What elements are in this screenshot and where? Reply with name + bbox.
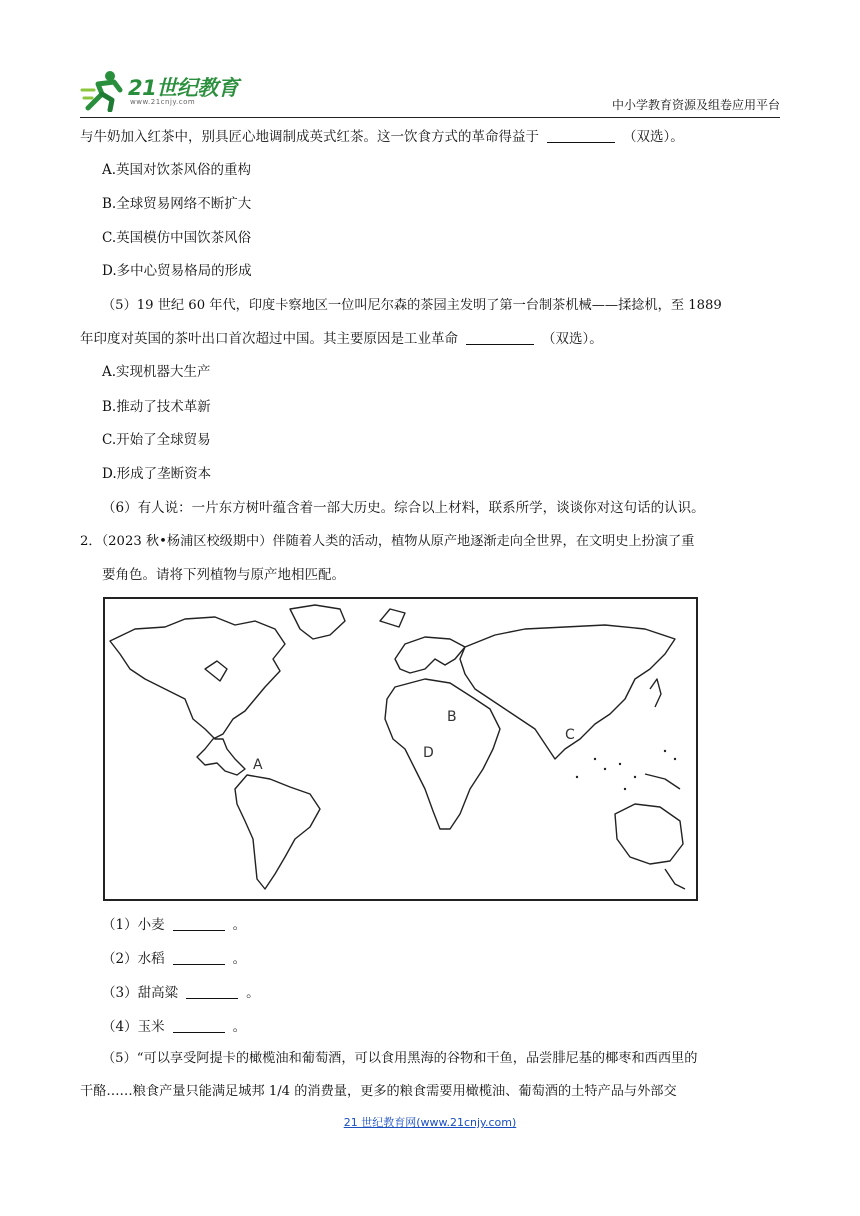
sub-question-tail: 。 [232,1019,247,1035]
logo-url: www.21cnjy.com [130,98,196,106]
q4-option-a: A.英国对饮茶风俗的重构 [102,162,252,178]
sub-question-tail: 。 [232,917,247,933]
q5-option-c: C.开始了全球贸易 [102,432,211,448]
map-label-a: A [253,757,263,773]
page-header [80,62,780,118]
q5-line1: （5）19 世纪 60 年代，印度卡察地区一位叫尼尔森的茶园主发明了第一台制茶机械——揉捻机，至 1889 [102,298,722,313]
sub-question-label: （1）小麦 [102,917,165,933]
sub-answer-blank-3[interactable] [186,984,238,999]
q4-answer-blank[interactable] [547,128,615,143]
q2-line2: 要角色。请将下列植物与原产地相匹配。 [102,567,345,583]
q2-line1: 2．（2023 秋•杨浦区校级期中）伴随着人类的活动，植物从原产地逐渐走向全世界，在文明史上扮演了重 [80,534,695,549]
q5-option-d: D.形成了垄断资本 [102,466,212,482]
q5-line2 [80,330,603,348]
q6-prompt: （6）有人说：一片东方树叶蕴含着一部大历史。综合以上材料，联系所学，谈谈你对这句话的认识。 [102,500,705,516]
map-label-b: B [447,709,457,725]
sub-answer-blank-4[interactable] [173,1018,225,1033]
map-label-d: D [423,745,434,761]
sub-question-tail: 。 [232,951,247,967]
sub-answer-blank-1[interactable] [173,916,225,931]
q4-option-c: C.英国模仿中国饮茶风俗 [102,230,252,246]
q4-text: 与牛奶加入红茶中，别具匠心地调制成英式红茶。这一饮食方式的革命得益于 [80,129,539,145]
q2-5-line2: 干酪……粮食产量只能满足城邦 1/4 的消费量，更多的粮食需要用橄榄油、葡萄酒的土特产品与外部交 [80,1084,677,1099]
footer-link[interactable]: 21 世纪教育网(www.21cnjy.com) [343,1116,517,1129]
q4-option-b: B.全球贸易网络不断扩大 [102,196,252,212]
sub-question-tail: 。 [246,985,260,1001]
q5-option-a: A.实现机器大生产 [102,364,211,380]
header-divider [80,117,780,118]
sub-question-label: （3）甜高粱 [102,985,179,1001]
world-map [103,597,698,901]
sub-question-4 [102,1018,246,1036]
sub-question-3 [102,984,260,1002]
platform-tagline: 中小学教育资源及组卷应用平台 [611,98,780,112]
q4-tail: （双选）。 [623,129,684,145]
sub-question-2 [102,950,246,968]
site-logo[interactable] [80,68,270,114]
sub-question-1 [102,916,246,934]
q5-answer-blank[interactable] [466,330,534,345]
q5-text: 年印度对英国的茶叶出口首次超过中国。其主要原因是工业革命 [80,331,458,347]
q2-5-line1: （5）“可以享受阿提卡的橄榄油和葡萄酒，可以食用黑海的谷物和干鱼，品尝腓尼基的椰枣和西西里的 [102,1051,698,1066]
logo-text: 21世纪教育 [128,76,239,100]
world-map-outline [105,599,696,899]
q5-tail: （双选）。 [542,331,603,347]
map-label-c: C [565,727,575,743]
sub-answer-blank-2[interactable] [173,950,225,965]
q4-continuation [80,128,684,146]
runner-logo-icon [80,68,128,112]
sub-question-label: （4）玉米 [102,1019,165,1035]
sub-question-label: （2）水稻 [102,951,165,967]
q4-option-d: D.多中心贸易格局的形成 [102,263,252,279]
q5-option-b: B.推动了技术革新 [102,399,211,415]
